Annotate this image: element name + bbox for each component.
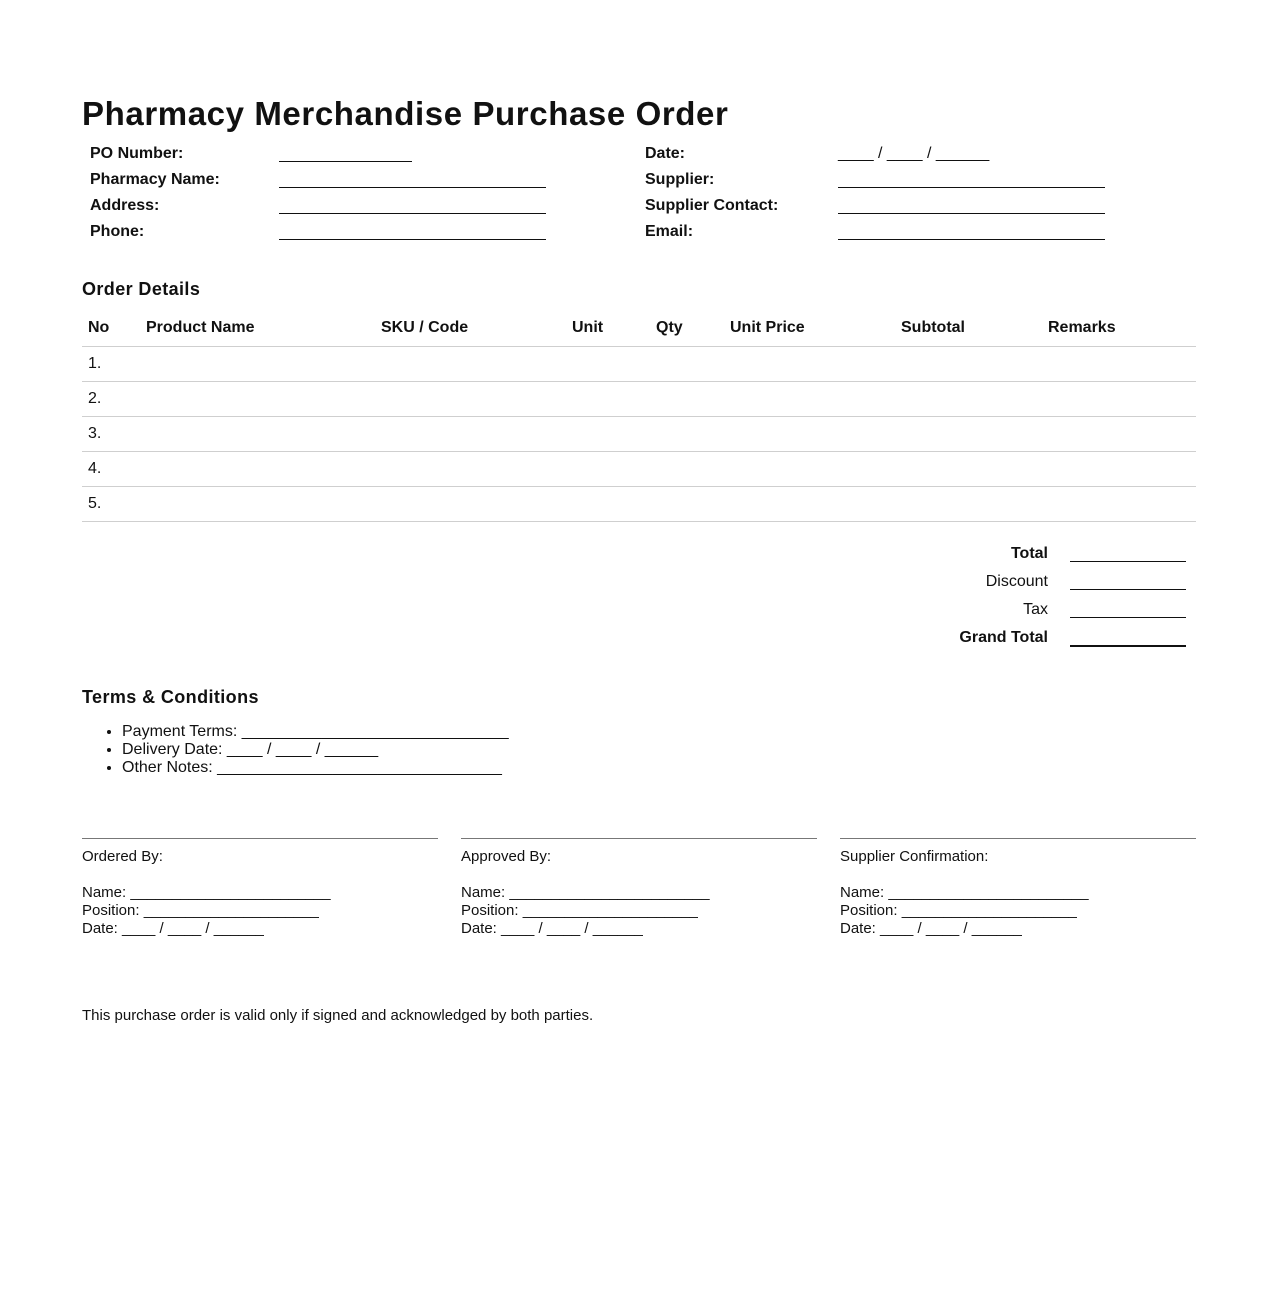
page-title: Pharmacy Merchandise Purchase Order <box>82 95 729 132</box>
tax-label: Tax <box>1023 601 1048 618</box>
discount-field[interactable] <box>1070 589 1186 590</box>
tax-row <box>82 599 1196 621</box>
table-row[interactable] <box>82 382 1196 417</box>
signature-line[interactable] <box>461 838 817 839</box>
signature-date-field[interactable]: Date: ____ / ____ / ______ <box>461 920 643 937</box>
info-row-pharmacy <box>82 170 1196 190</box>
footer-note: This purchase order is valid only if signed and acknowledged by both parties. <box>82 1007 594 1024</box>
terms-item-delivery[interactable]: • Delivery Date: ____ / ____ / ______ <box>122 741 509 759</box>
supplier-contact-label: Supplier Contact: <box>645 197 779 214</box>
signature-position-field[interactable]: Position: _____________________ <box>461 902 698 919</box>
date-label: Date: <box>645 145 686 162</box>
pharmacy-name-field[interactable] <box>279 187 546 188</box>
row-number: 1. <box>88 355 102 372</box>
signature-position-field[interactable]: Position: _____________________ <box>82 902 319 919</box>
address-label: Address: <box>90 197 160 214</box>
terms-heading: Terms & Conditions <box>82 687 259 707</box>
supplier-label: Supplier: <box>645 171 715 188</box>
column-header-unit: Unit <box>572 319 604 336</box>
total-row <box>82 543 1196 565</box>
terms-item-payment[interactable]: • Payment Terms: ______________________________ <box>122 723 509 741</box>
tax-field[interactable] <box>1070 617 1186 618</box>
column-header-sku: SKU / Code <box>381 319 469 336</box>
supplier-field[interactable] <box>838 187 1105 188</box>
supplier-contact-field[interactable] <box>838 213 1105 214</box>
grand-total-label: Grand Total <box>959 629 1048 646</box>
grand-total-row <box>82 627 1196 649</box>
total-label: Total <box>1010 545 1048 562</box>
column-header-remarks: Remarks <box>1048 319 1116 336</box>
row-number: 4. <box>88 460 102 477</box>
signature-block-approved-by <box>461 838 817 938</box>
order-details-heading: Order Details <box>82 279 201 299</box>
po-number-field[interactable] <box>279 161 412 162</box>
signature-date-field[interactable]: Date: ____ / ____ / ______ <box>840 920 1022 937</box>
signature-position-field[interactable]: Position: _____________________ <box>840 902 1077 919</box>
info-row-po <box>82 144 1196 164</box>
row-number: 5. <box>88 495 102 512</box>
po-number-label: PO Number: <box>90 145 184 162</box>
signature-title: Supplier Confirmation: <box>840 848 989 865</box>
column-header-qty: Qty <box>656 319 683 336</box>
signature-title: Approved By: <box>461 848 552 865</box>
signature-name-field[interactable]: Name: ________________________ <box>82 884 331 901</box>
column-header-no: No <box>88 319 110 336</box>
table-header <box>82 310 1196 347</box>
signature-block-ordered-by <box>82 838 438 938</box>
info-row-address <box>82 196 1196 216</box>
table-row[interactable] <box>82 417 1196 452</box>
signature-line[interactable] <box>82 838 438 839</box>
info-row-phone <box>82 222 1196 242</box>
column-header-product-name: Product Name <box>146 319 255 336</box>
total-field[interactable] <box>1070 561 1186 562</box>
table-row[interactable] <box>82 347 1196 382</box>
order-table <box>82 310 1196 522</box>
email-label: Email: <box>645 223 694 240</box>
signature-name-field[interactable]: Name: ________________________ <box>461 884 710 901</box>
terms-list <box>104 723 509 777</box>
signature-date-field[interactable]: Date: ____ / ____ / ______ <box>82 920 264 937</box>
discount-row <box>82 571 1196 593</box>
phone-field[interactable] <box>279 239 546 240</box>
phone-label: Phone: <box>90 223 145 240</box>
row-number: 3. <box>88 425 102 442</box>
terms-item-notes[interactable]: • Other Notes: ________________________________ <box>122 759 509 777</box>
email-field[interactable] <box>838 239 1105 240</box>
signature-title: Ordered By: <box>82 848 163 865</box>
grand-total-field[interactable] <box>1070 645 1186 647</box>
signature-name-field[interactable]: Name: ________________________ <box>840 884 1089 901</box>
date-field[interactable]: ____ / ____ / ______ <box>838 145 990 162</box>
row-number: 2. <box>88 390 102 407</box>
signature-line[interactable] <box>840 838 1196 839</box>
column-header-unit-price: Unit Price <box>730 319 805 336</box>
table-row[interactable] <box>82 452 1196 487</box>
discount-label: Discount <box>985 573 1048 590</box>
signature-block-supplier-confirmation <box>840 838 1196 938</box>
column-header-subtotal: Subtotal <box>901 319 965 336</box>
table-row[interactable] <box>82 487 1196 522</box>
address-field[interactable] <box>279 213 546 214</box>
pharmacy-name-label: Pharmacy Name: <box>90 171 220 188</box>
